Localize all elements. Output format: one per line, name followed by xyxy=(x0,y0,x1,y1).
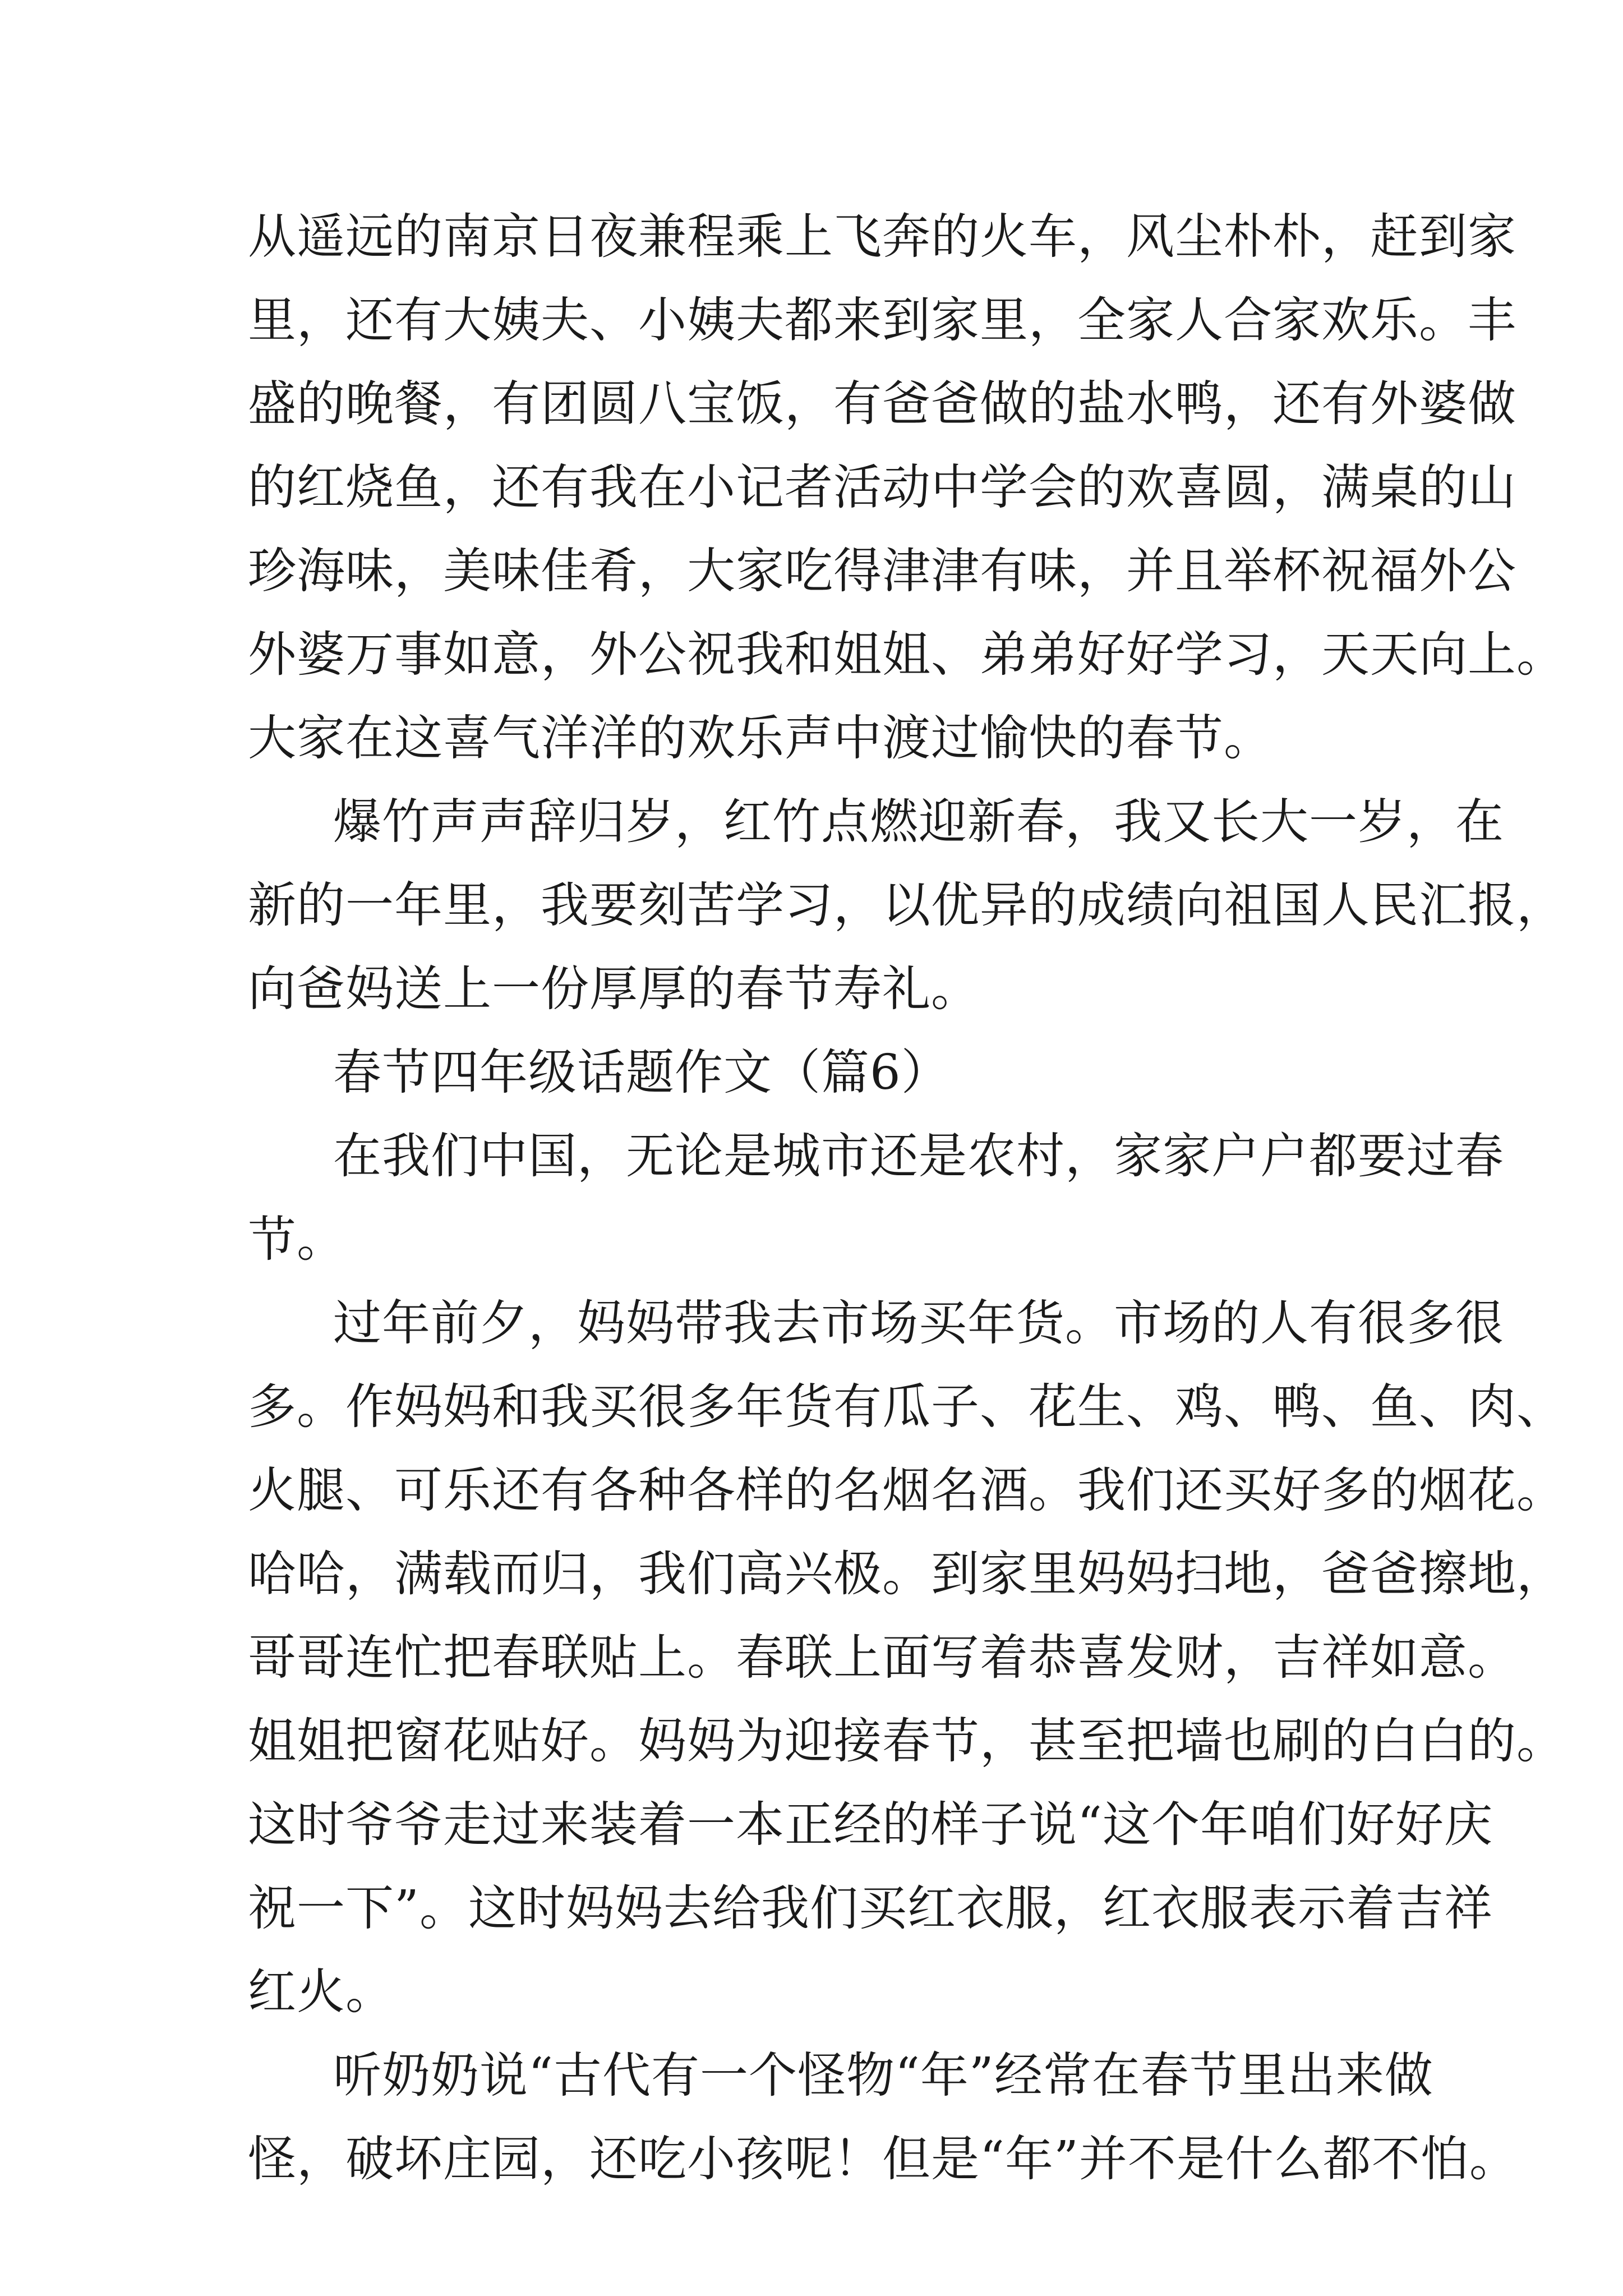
text-line: 春节四年级话题作文（篇6） xyxy=(333,1045,950,1101)
text-line: 这时爷爷走过来装着一本正经的样子说“这个年咱们好好庆 xyxy=(248,1797,1493,1853)
text-line: 外婆万事如意，外公祝我和姐姐、弟弟好好学习，天天向上。 xyxy=(248,627,1565,683)
document-body xyxy=(248,195,1565,2201)
text-line: 新的一年里，我要刻苦学习，以优异的成绩向祖国人民汇报， xyxy=(248,877,1565,933)
text-line: 哈哈，满载而归，我们高兴极。到家里妈妈扫地，爸爸擦地， xyxy=(248,1546,1565,1602)
text-line: 的红烧鱼，还有我在小记者活动中学会的欢喜圆，满桌的山 xyxy=(248,459,1516,516)
text-line: 怪，破坏庄园，还吃小孩呢！但是“年”并不是什么都不怕。 xyxy=(248,2131,1518,2187)
text-line: 火腿、可乐还有各种各样的名烟名酒。我们还买好多的烟花。 xyxy=(248,1462,1565,1519)
text-line: 在我们中国，无论是城市还是农村，家家户户都要过春 xyxy=(333,1128,1504,1184)
text-line: 里，还有大姨夫、小姨夫都来到家里，全家人合家欢乐。丰 xyxy=(248,292,1516,348)
text-line: 多。作妈妈和我买很多年货有瓜子、花生、鸡、鸭、鱼、肉、 xyxy=(248,1379,1565,1435)
text-line: 听奶奶说“古代有一个怪物“年”经常在春节里出来做 xyxy=(333,2047,1433,2104)
text-line: 向爸妈送上一份厚厚的春节寿礼。 xyxy=(248,961,980,1017)
text-line: 节。 xyxy=(248,1212,345,1268)
text-line: 大家在这喜气洋洋的欢乐声中渡过愉快的春节。 xyxy=(248,710,1272,766)
text-line: 过年前夕，妈妈带我去市场买年货。市场的人有很多很 xyxy=(333,1295,1504,1351)
text-line: 姐姐把窗花贴好。妈妈为迎接春节，甚至把墙也刷的白白的。 xyxy=(248,1713,1565,1769)
text-line: 盛的晚餐，有团圆八宝饭，有爸爸做的盐水鸭，还有外婆做 xyxy=(248,376,1516,432)
text-line: 哥哥连忙把春联贴上。春联上面写着恭喜发财，吉祥如意。 xyxy=(248,1630,1516,1686)
text-line: 祝一下”。这时妈妈去给我们买红衣服，红衣服表示着吉祥 xyxy=(248,1880,1493,1936)
text-line: 珍海味，美味佳肴，大家吃得津津有味，并且举杯祝福外公 xyxy=(248,543,1516,599)
text-line: 红火。 xyxy=(248,1964,394,2020)
text-line: 从遥远的南京日夜兼程乘上飞奔的火车，风尘朴朴，赶到家 xyxy=(248,209,1516,265)
text-line: 爆竹声声辞归岁，红竹点燃迎新春，我又长大一岁，在 xyxy=(333,794,1504,850)
